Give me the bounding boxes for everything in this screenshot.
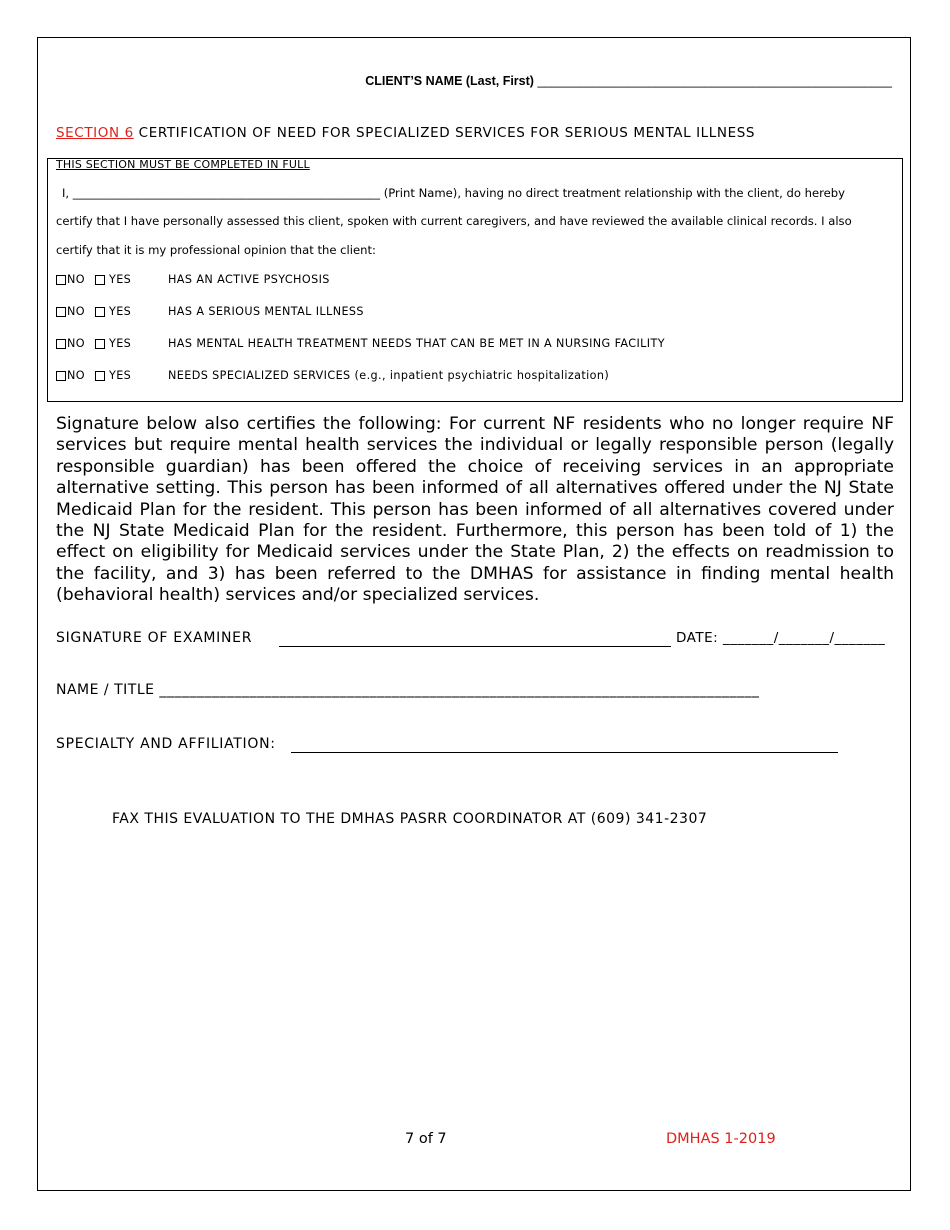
certification-text-line-2: certify that I have personally assessed this client, spoken with current caregivers, and have reviewed the available clinical records. I also [56, 214, 852, 228]
yes-checkbox[interactable] [95, 371, 105, 381]
specialty-affiliation-line[interactable] [291, 752, 838, 753]
no-label: NO [67, 337, 85, 350]
criterion-row-serious-mental-illness [56, 305, 364, 318]
no-label: NO [67, 305, 85, 318]
yes-checkbox[interactable] [95, 339, 105, 349]
examiner-signature-line[interactable] [279, 646, 671, 647]
specialty-affiliation-label: SPECIALTY AND AFFILIATION: [56, 736, 276, 752]
no-label: NO [67, 369, 85, 382]
section-title: CERTIFICATION OF NEED FOR SPECIALIZED SERVICES FOR SERIOUS MENTAL ILLNESS [138, 125, 756, 141]
form-code: DMHAS 1-2019 [666, 1131, 776, 1147]
page-number: 7 of 7 [405, 1131, 447, 1147]
no-checkbox[interactable] [56, 339, 66, 349]
must-complete-notice: THIS SECTION MUST BE COMPLETED IN FULL [56, 158, 310, 171]
no-label: NO [67, 273, 85, 286]
criterion-label: HAS AN ACTIVE PSYCHOSIS [168, 273, 330, 286]
criterion-label: HAS MENTAL HEALTH TREATMENT NEEDS THAT CAN BE MET IN A NURSING FACILITY [168, 337, 665, 350]
fax-instruction: FAX THIS EVALUATION TO THE DMHAS PASRR COORDINATOR AT (609) 341-2307 [112, 811, 708, 827]
criterion-label: HAS A SERIOUS MENTAL ILLNESS [168, 305, 364, 318]
certification-text-line-3: certify that it is my professional opinion that the client: [56, 243, 376, 257]
no-checkbox[interactable] [56, 275, 66, 285]
client-name-field[interactable] [365, 74, 892, 88]
no-checkbox[interactable] [56, 307, 66, 317]
criterion-row-treatment-needs [56, 337, 665, 350]
client-name-blank[interactable]: ___________________________________________________ [537, 74, 892, 88]
date-field[interactable]: DATE: _______/_______/_______ [676, 630, 886, 646]
yes-label: YES [108, 337, 132, 350]
section-number: SECTION 6 [56, 125, 134, 141]
certification-statement: Signature below also certifies the following: For current NF residents who no longer require NF services but require mental health services the individual or legally responsible person (legally responsible guardian) has been offered the choice of receiving services in an appropriate alternative setting. This person has been informed of all alternatives offered under the NJ State Medicaid Plan for the resident. This person has been informed of all alternatives covered under the NJ State Medicaid Plan for the resident. Furthermore, this person has been told of 1) the effect on eligibility for Medicaid services under the State Plan, 2) the effects on readmission to the facility, and 3) has been referred to the DMHAS for assistance in finding mental health (behavioral health) services and/or specialized services. [56, 414, 894, 606]
criterion-label: NEEDS SPECIALIZED SERVICES (e.g., inpatient psychiatric hospitalization) [168, 369, 610, 382]
client-name-label: CLIENT’S NAME (Last, First) [365, 74, 534, 88]
yes-label: YES [108, 369, 132, 382]
yes-checkbox[interactable] [95, 307, 105, 317]
certification-text-line-1: I, _____________________________________________________ (Print Name), having no direct treatment relationship with the client, do hereby [62, 186, 845, 200]
yes-label: YES [108, 305, 132, 318]
yes-checkbox[interactable] [95, 275, 105, 285]
examiner-signature-label: SIGNATURE OF EXAMINER [56, 630, 253, 646]
section-heading [56, 125, 755, 141]
criterion-row-active-psychosis [56, 273, 330, 286]
name-title-field[interactable]: NAME / TITLE ________________________________________________________________________________ [56, 682, 760, 698]
yes-label: YES [108, 273, 132, 286]
no-checkbox[interactable] [56, 371, 66, 381]
criterion-row-specialized-services [56, 369, 610, 382]
